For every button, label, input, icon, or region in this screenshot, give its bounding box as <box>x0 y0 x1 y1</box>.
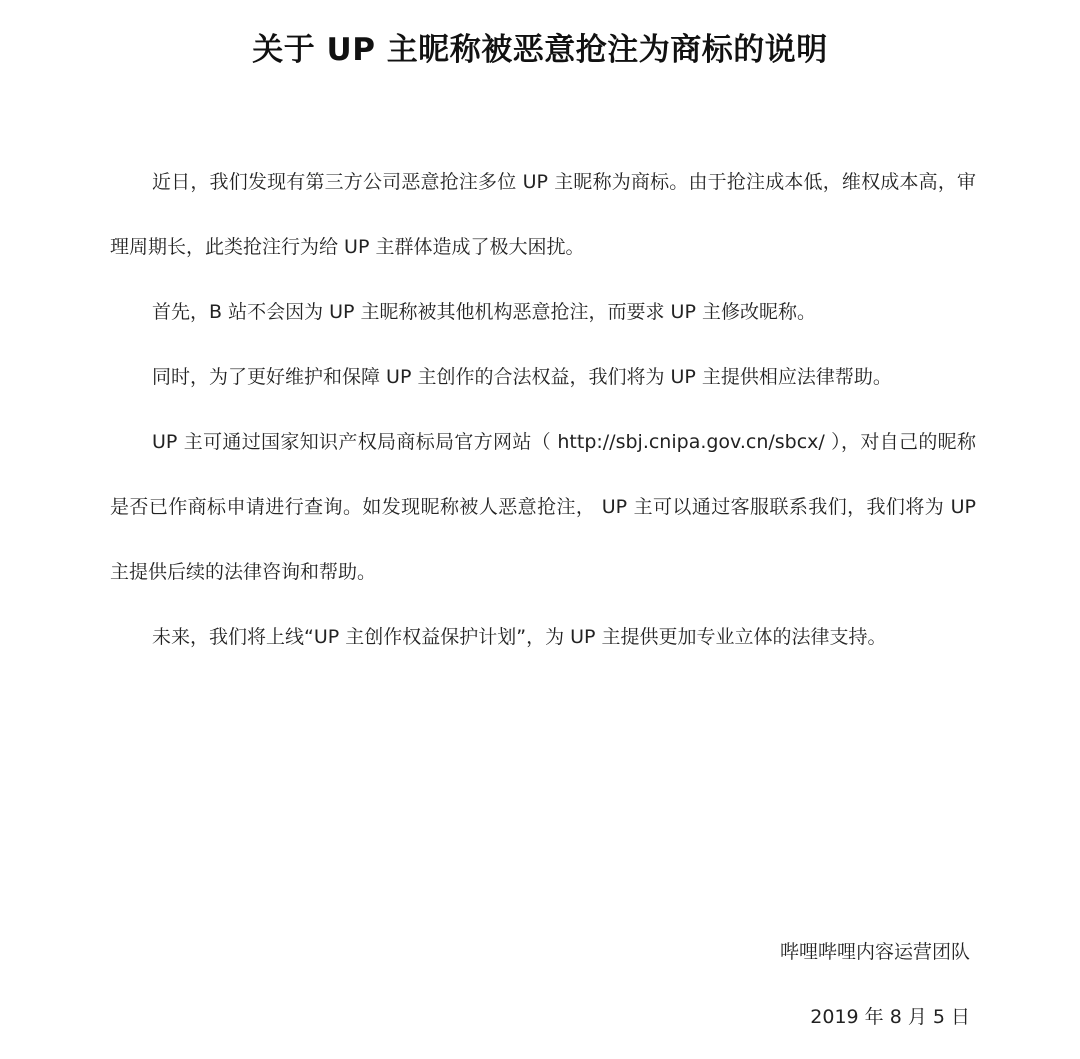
paragraph-2: 首先，B 站不会因为 UP 主昵称被其他机构恶意抢注，而要求 UP 主修改昵称。 <box>152 301 816 323</box>
paragraph-5: 未来，我们将上线“UP 主创作权益保护计划”，为 UP 主提供更加专业立体的法律支持。 <box>152 626 887 648</box>
notice-body <box>110 150 976 670</box>
notice-title: 关于 UP 主昵称被恶意抢注为商标的说明 <box>252 32 828 68</box>
signature-date: 2019 年 8 月 5 日 <box>810 1006 970 1028</box>
paragraph-1: 近日，我们发现有第三方公司恶意抢注多位 UP 主昵称为商标。由于抢注成本低，维权成本高，审理周期长，此类抢注行为给 UP 主群体造成了极大困扰。 <box>110 171 976 258</box>
paragraph-3: 同时，为了更好维护和保障 UP 主创作的合法权益，我们将为 UP 主提供相应法律帮助。 <box>152 366 892 388</box>
paragraph-4: UP 主可通过国家知识产权局商标局官方网站（ http://sbj.cnipa.gov.cn/sbcx/ ），对自己的昵称是否已作商标申请进行查询。如发现昵称被人恶意抢注， UP 主可以通过客服联系我们，我们将为 UP 主提供后续的法律咨询和帮助。 <box>110 431 976 583</box>
signature-team: 哔哩哔哩内容运营团队 <box>779 941 970 963</box>
